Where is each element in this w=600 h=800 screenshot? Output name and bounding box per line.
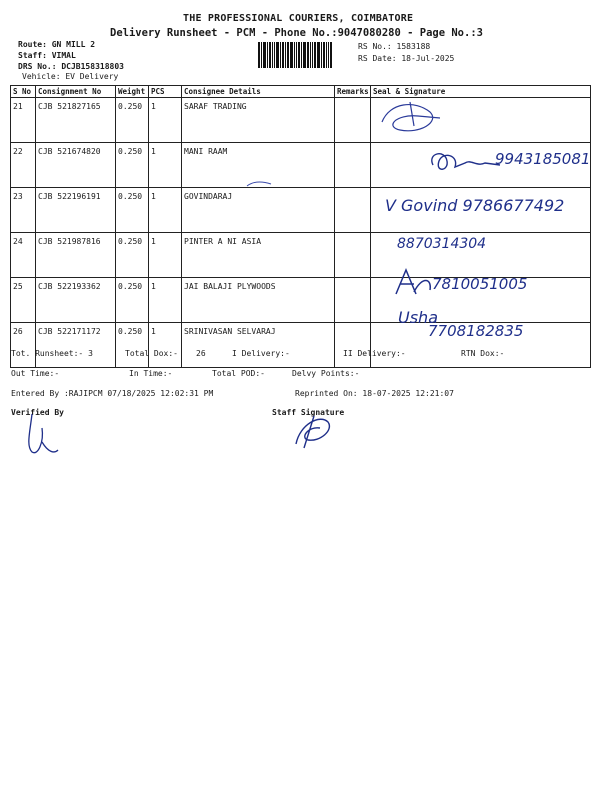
runsheet-subtitle: Delivery Runsheet - PCM - Phone No.:9047080280 - Page No.:3 [110,27,483,39]
route-label: Route: GN MILL 2 [18,40,96,49]
cell-pcs: 1 [149,188,182,233]
cell-pcs: 1 [149,323,182,368]
cell-consignee: SRINIVASAN SELVARAJ [182,323,335,368]
cell-pcs: 1 [149,233,182,278]
cell-sno: 26 [11,323,36,368]
cell-weight: 0.250 [116,233,149,278]
staff-signature-mark [290,410,340,450]
tot-runsheet: Tot. Runsheet:- 3 [11,349,93,358]
table-header-row [11,86,591,98]
col-header-pcs: PCS [149,86,182,98]
entered-by: Entered By :RAJIPCM 07/18/2025 12:02:31 PM [11,389,214,398]
cell-pcs: 1 [149,143,182,188]
cell-consignment: CJB 522196191 [36,188,116,233]
in-time: In Time:- [129,369,173,378]
delvy-points: Delvy Points:- [292,369,360,378]
cell-remarks [335,278,371,323]
cell-pcs: 1 [149,98,182,143]
table-row [11,98,591,143]
cell-consignee: GOVINDARAJ [182,188,335,233]
table-row [11,233,591,278]
cell-consignee: SARAF TRADING [182,98,335,143]
cell-consignee: PINTER A NI ASIA [182,233,335,278]
cell-consignment: CJB 521674820 [36,143,116,188]
handwritten-name-row24: V Govind 9786677492 [385,196,565,215]
rs-date: RS Date: 18-Jul-2025 [358,54,455,63]
ii-delivery: II Delivery:- [343,349,406,358]
mark-row23 [245,178,275,192]
handwritten-phone-row22: 9943185081 [495,150,591,168]
signature-scribble-row21 [370,92,470,142]
cell-weight: 0.250 [116,323,149,368]
verified-by-signature [22,412,62,457]
i-delivery: I Delivery:- [232,349,290,358]
signature-scribble-row25 [392,266,437,300]
col-header-signature: Seal & Signature [371,86,591,98]
cell-sno: 21 [11,98,36,143]
col-header-weight: Weight [116,86,149,98]
vehicle-label: Vehicle: EV Delivery [22,72,119,81]
signature-scribble-row22 [425,145,505,180]
cell-sno: 23 [11,188,36,233]
total-dox-value: 26 [196,349,206,358]
cell-weight: 0.250 [116,278,149,323]
cell-remarks [335,233,371,278]
rtn-dox: RTN Dox:- [461,349,505,358]
cell-weight: 0.250 [116,98,149,143]
cell-consignment: CJB 522193362 [36,278,116,323]
cell-remarks [335,143,371,188]
out-time: Out Time:- [11,369,60,378]
cell-sno: 24 [11,233,36,278]
cell-consignee: JAI BALAJI PLYWOODS [182,278,335,323]
cell-remarks [335,323,371,368]
handwritten-phone-row24: 8870314304 [397,236,487,252]
company-title: THE PROFESSIONAL COURIERS, COIMBATORE [183,13,414,24]
handwritten-phone-row26: 7708182835 [428,322,524,340]
handwritten-phone-row25: 7810051005 [432,275,528,293]
staff-signature-label: Staff Signature [272,408,345,417]
cell-weight: 0.250 [116,188,149,233]
total-pod: Total POD:- [212,369,265,378]
reprinted-on: Reprinted On: 18-07-2025 12:21:07 [295,389,454,398]
cell-consignment: CJB 521827165 [36,98,116,143]
drs-number: DRS No.: DCJB158318803 [18,62,124,71]
staff-label: Staff: VIMAL [18,51,76,60]
cell-weight: 0.250 [116,143,149,188]
col-header-sno: S No [11,86,36,98]
cell-pcs: 1 [149,278,182,323]
col-header-remarks: Remarks [335,86,371,98]
col-header-consignee: Consignee Details [182,86,335,98]
cell-remarks [335,98,371,143]
cell-consignment: CJB 522171172 [36,323,116,368]
col-header-consignment: Consignment No [36,86,116,98]
cell-sno: 22 [11,143,36,188]
handwritten-name-row26: Usha [398,308,438,327]
barcode [258,42,350,68]
verified-by-label: Verified By [11,408,64,417]
cell-consignment: CJB 521987816 [36,233,116,278]
cell-consignee: MANI RAAM [182,143,335,188]
cell-sno: 25 [11,278,36,323]
total-dox-label: Total Dox:- [125,349,178,358]
rs-number: RS No.: 1583188 [358,42,431,51]
cell-remarks [335,188,371,233]
